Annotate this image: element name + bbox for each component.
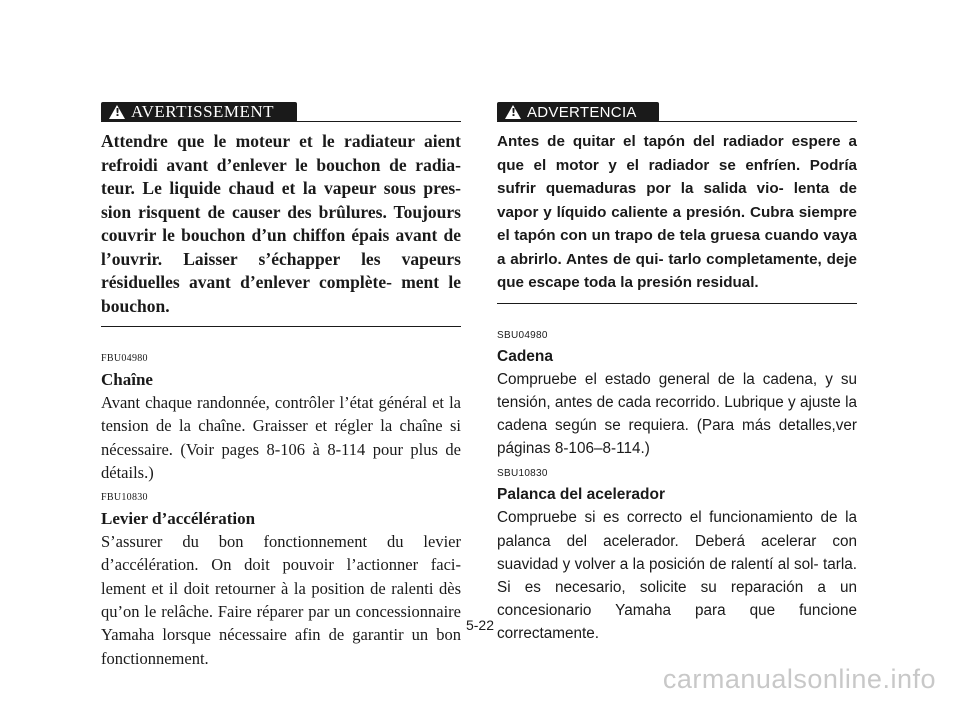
warning-top-rule	[497, 121, 857, 122]
spanish-column	[497, 100, 857, 646]
warning-label: AVERTISSEMENT	[131, 102, 275, 121]
warning-triangle-icon	[109, 105, 125, 119]
warning-header	[101, 100, 461, 122]
section-code: SBU04980	[497, 329, 548, 341]
section-code: FBU04980	[101, 353, 148, 364]
french-column	[101, 100, 461, 670]
warning-header	[497, 100, 857, 122]
warning-badge	[101, 102, 297, 122]
section-title-throttle: Levier d’accélération	[101, 509, 256, 529]
section-text-throttle: S’assurer du bon fonctionnement du levier d’accélération. On doit pouvoir l’actionner faci- lement et il doit retourner à la position de ralenti dès qu’on le relâche. Faire réparer par un concessionnaire Yamaha lorsque nécessaire afin de garantir un bon fonctionnement.	[101, 532, 461, 668]
section-title-throttle: Palanca del acelerador	[497, 486, 666, 504]
warning-text: Antes de quitar el tapón del radiador espere a que el motor y el radiador se enfríen. Podría sufrir quemaduras por la salida vio- lenta de vapor y líquido caliente a presión. Cubra siempre el tapón con un trapo de tela gruesa cuando vaya a abrirlo. Antes de qui- tarlo completamente, deje que escape toda la presión residual.	[497, 133, 857, 291]
section-code: SBU10830	[497, 468, 548, 480]
section-text-chain: Avant chaque randonnée, contrôler l’état général et la tension de la chaîne. Graisser et régler la chaîne si nécessaire. (Voir pages 8-106 à 8-114 pour plus de détails.)	[101, 393, 461, 482]
section-code: FBU10830	[101, 492, 148, 504]
watermark: carmanualsonline.info	[662, 664, 936, 694]
page-number: 5-22	[465, 617, 495, 633]
warning-label: ADVERTENCIA	[527, 103, 637, 121]
warning-triangle-icon	[505, 105, 521, 119]
warning-badge	[497, 102, 659, 122]
section-text-throttle: Compruebe si es correcto el funcionamiento de la palanca del acelerador. Deberá acelerar con suavidad y volver a la posición de ralentí al sol- tarla. Si es necesario, solicite su reparación a un concesionario Yamaha para que funcione correctamente.	[497, 509, 857, 643]
section-title-chain: Chaîne	[101, 370, 153, 389]
warning-bottom-rule	[497, 303, 857, 304]
section-title-chain: Cadena	[497, 347, 553, 365]
warning-text: Attendre que le moteur et le radiateur aient refroidi avant d’enlever le bouchon de radia- teur. Le liquide chaud et la vapeur sous pres- sion risquent de causer des brûlures. Toujours couvrir le bouchon d’un chiffon épais avant de l’ouvrir. Laisser s’échapper les vapeurs résiduelles avant d’enlever complète- ment le bouchon.	[101, 131, 461, 316]
warning-bottom-rule	[101, 326, 461, 327]
warning-top-rule	[101, 121, 461, 122]
section-text-chain: Compruebe el estado general de la cadena, y su tensión, antes de cada recorrido. Lubrique y ajuste la cadena según se requiera. (Para más detalles,ver páginas 8-106–8-114.)	[497, 370, 857, 458]
